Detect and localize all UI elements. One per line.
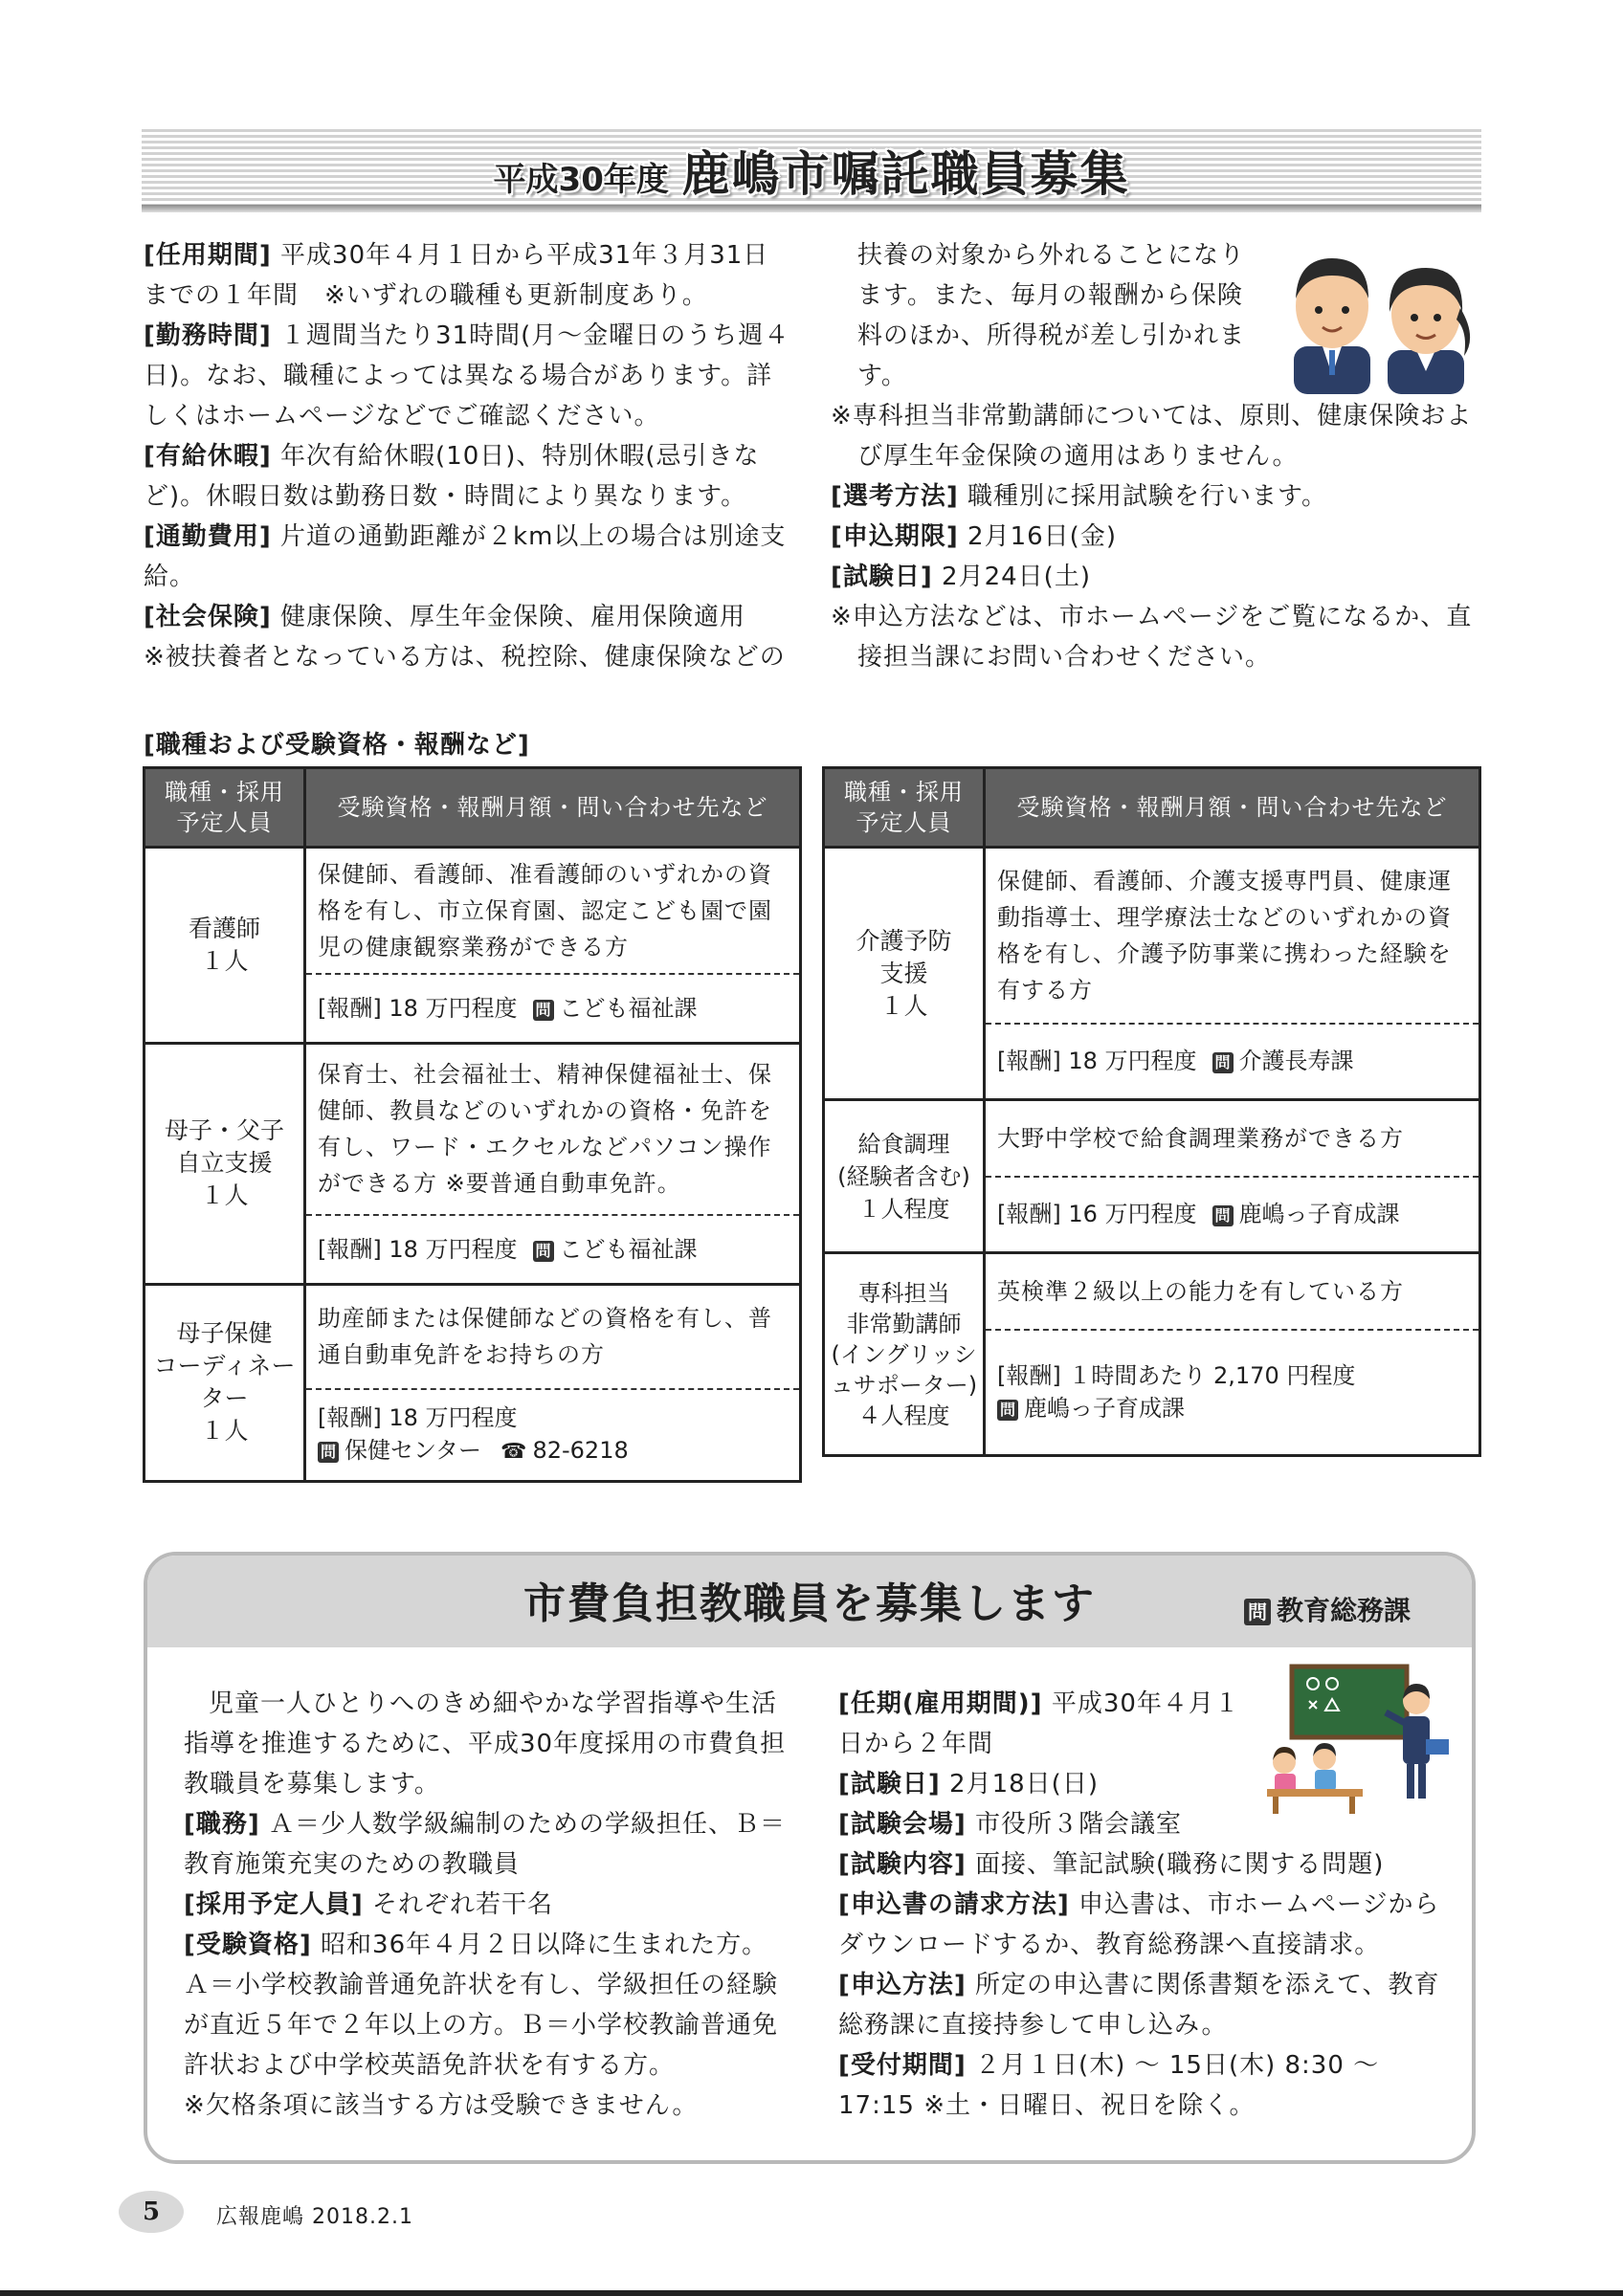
eligibility-paragraph: [受験資格] 昭和36年４月２日以降に生まれた方。Ａ＝小学校教諭普通免許状を有し、学級担任の経験が直近５年で２年以上の方。Ｂ＝小学校教諭普通免許状および中学校英語免許状を有する方。 bbox=[184, 1931, 779, 2080]
teacher-intro: 児童一人ひとりへのきめ細やかな学習指導や生活指導を推進するために、平成30年度採用の市費負担教職員を募集します。 bbox=[184, 1689, 787, 1799]
commute-paragraph: [通勤費用] 片道の通勤距離が２km以上の場合は別途支給。 bbox=[144, 522, 787, 591]
table-row bbox=[824, 1100, 1480, 1177]
phone-icon: ☎ bbox=[500, 1439, 527, 1464]
pay-cell: [報酬] 18 万円程度 問 介護長寿課 bbox=[985, 1024, 1480, 1100]
inquiry-icon: 問 bbox=[1244, 1599, 1271, 1625]
table-header-row bbox=[824, 768, 1480, 848]
teacher-box-contact: 問 教育総務課 bbox=[1244, 1590, 1411, 1628]
duties-paragraph: [職務] Ａ＝少人数学級編制のための学級担任、Ｂ＝教育施策充実のための教職員 bbox=[184, 1810, 787, 1879]
lecturer-note: ※専科担当非常勤講師については、原則、健康保険および厚生年金保険の適用はありません。 bbox=[831, 402, 1473, 471]
publication-label: 広報鹿嶋 2018.2.1 bbox=[216, 2205, 413, 2229]
qualification-cell: 保育士、社会福祉士、精神保健福祉士、保健師、教員などのいずれかの資格・免許を有し、ワード・エクセルなどパソコン操作ができる方 ※要普通自動車免許。 bbox=[305, 1043, 801, 1215]
table-section-title: [職種および受験資格・報酬など] bbox=[144, 731, 530, 760]
term-paragraph: [任用期間] 平成30年４月１日から平成31年３月31日までの１年間 ※いずれの職種も更新制度あり。 bbox=[144, 241, 769, 310]
banner-shadow bbox=[142, 205, 1481, 212]
left-column bbox=[144, 235, 794, 677]
inquiry-icon: 問 bbox=[533, 1000, 554, 1021]
pay-cell: [報酬] 18 万円程度 問 保健センター ☎ 82-6218 bbox=[305, 1389, 801, 1481]
deadline-paragraph: [申込期限] 2月16日(金) bbox=[831, 522, 1117, 551]
selection-paragraph: [選考方法] 職種別に採用試験を行います。 bbox=[831, 482, 1327, 511]
application-note: ※申込方法などは、市ホームページをご覧になるか、直接担当課にお問い合わせください。 bbox=[831, 603, 1473, 672]
qualification-cell: 助産師または保健師などの資格を有し、普通自動車免許をお持ちの方 bbox=[305, 1284, 801, 1389]
pay-cell: [報酬] 18 万円程度 問 こども福祉課 bbox=[305, 1215, 801, 1284]
bottom-rule bbox=[0, 2290, 1623, 2296]
job-cell: 看護師 １人 bbox=[145, 848, 305, 1044]
headcount-paragraph: [採用予定人員] それぞれ若干名 bbox=[184, 1890, 554, 1919]
pay-cell: [報酬] １時間あたり 2,170 円程度 問 鹿嶋っ子育成課 bbox=[985, 1330, 1480, 1456]
table-row bbox=[145, 1043, 801, 1215]
pay-cell: [報酬] 16 万円程度 問 鹿嶋っ子育成課 bbox=[985, 1177, 1480, 1253]
header-job: 職種・採用予定人員 bbox=[145, 768, 305, 848]
exam-date-paragraph: [試験日] 2月18日(日) bbox=[838, 1770, 1099, 1799]
teacher-right-column-top bbox=[838, 1684, 1250, 1804]
application-method-paragraph: [申込方法] 所定の申込書に関係書類を添えて、教育総務課に直接持参して申し込み。 bbox=[838, 1971, 1440, 2040]
venue-paragraph: [試験会場] 市役所３階会議室 bbox=[838, 1810, 1183, 1839]
pay-cell: [報酬] 18 万円程度 問 こども福祉課 bbox=[305, 974, 801, 1043]
header-qualification: 受験資格・報酬月額・問い合わせ先など bbox=[985, 768, 1480, 848]
header-job: 職種・採用予定人員 bbox=[824, 768, 985, 848]
form-request-paragraph: [申込書の請求方法] 申込書は、市ホームページからダウンロードするか、教育総務課へ直接請求。 bbox=[838, 1890, 1440, 1959]
qualification-cell: 保健師、看護師、准看護師のいずれかの資格を有し、市立保育園、認定こども園で園児の健康観察業務ができる方 bbox=[305, 848, 801, 975]
inquiry-icon: 問 bbox=[318, 1442, 339, 1463]
job-table-right bbox=[822, 766, 1481, 1457]
classroom-illustration-icon bbox=[1263, 1663, 1455, 1816]
job-table-left bbox=[143, 766, 802, 1483]
teacher-box-title: 市費負担教職員を募集します bbox=[523, 1579, 1096, 1628]
job-cell: 専科担当 非常勤講師 (イングリッシュサポーター) ４人程度 bbox=[824, 1253, 985, 1456]
inquiry-icon: 問 bbox=[1212, 1052, 1234, 1073]
table-row bbox=[824, 1253, 1480, 1330]
dependent-note: ※被扶養者となっている方は、税控除、健康保険などの bbox=[144, 643, 786, 672]
reception-period-paragraph: [受付期間] ２月１日(木) ～ 15日(木) 8:30 ～ 17:15 ※土・日曜日、祝日を除く。 bbox=[838, 2051, 1380, 2120]
table-row bbox=[145, 1284, 801, 1389]
qualification-cell: 大野中学校で給食調理業務ができる方 bbox=[985, 1100, 1480, 1177]
teacher-left-column bbox=[184, 1684, 792, 2126]
insurance-paragraph: [社会保険] 健康保険、厚生年金保険、雇用保険適用 bbox=[144, 603, 746, 631]
disqualification-note: ※欠格条項に該当する方は受験できません。 bbox=[184, 2091, 699, 2120]
banner-year: 平成30年度 bbox=[493, 161, 669, 199]
job-cell: 母子保健 コーディネーター １人 bbox=[145, 1284, 305, 1481]
table-row bbox=[824, 848, 1480, 1024]
right-column bbox=[831, 396, 1491, 677]
leave-paragraph: [有給休暇] 年次有給休暇(10日)、特別休暇(忌引きなど)。休暇日数は勤務日数・時間により異なります。 bbox=[144, 442, 760, 511]
inquiry-icon: 問 bbox=[997, 1400, 1018, 1421]
qualification-cell: 英検準２級以上の能力を有している方 bbox=[985, 1253, 1480, 1330]
job-cell: 介護予防 支援 １人 bbox=[824, 848, 985, 1100]
staff-illustration-icon bbox=[1273, 232, 1483, 394]
dependent-note-cont: 扶養の対象から外れることになります。また、毎月の報酬から保険料のほか、所得税が差し引かれます。 bbox=[857, 241, 1246, 390]
teacher-right-column bbox=[838, 1804, 1451, 2126]
page-number: 5 bbox=[119, 2191, 184, 2233]
exam-content-paragraph: [試験内容] 面接、筆記試験(職務に関する問題) bbox=[838, 1850, 1385, 1879]
title-banner bbox=[142, 126, 1481, 209]
table-header-row bbox=[145, 768, 801, 848]
job-cell: 母子・父子 自立支援 １人 bbox=[145, 1043, 305, 1284]
hours-paragraph: [勤務時間] １週間当たり31時間(月～金曜日のうち週４日)。なお、職種によっては異なる場合があります。詳しくはホームページなどでご確認ください。 bbox=[144, 321, 790, 430]
right-column-top bbox=[857, 235, 1259, 396]
job-cell: 給食調理 (経験者含む) １人程度 bbox=[824, 1100, 985, 1253]
table-row bbox=[145, 848, 801, 975]
inquiry-icon: 問 bbox=[1212, 1205, 1234, 1226]
term-paragraph: [任期(雇用期間)] 平成30年４月１日から２年間 bbox=[838, 1689, 1240, 1758]
header-qualification: 受験資格・報酬月額・問い合わせ先など bbox=[305, 768, 801, 848]
exam-date-paragraph: [試験日] 2月24日(土) bbox=[831, 563, 1091, 591]
page-title: 鹿嶋市嘱託職員募集 bbox=[681, 146, 1130, 202]
inquiry-icon: 問 bbox=[533, 1241, 554, 1262]
qualification-cell: 保健師、看護師、介護支援専門員、健康運動指導士、理学療法士などのいずれかの資格を有し、介護予防事業に携わった経験を有する方 bbox=[985, 848, 1480, 1024]
